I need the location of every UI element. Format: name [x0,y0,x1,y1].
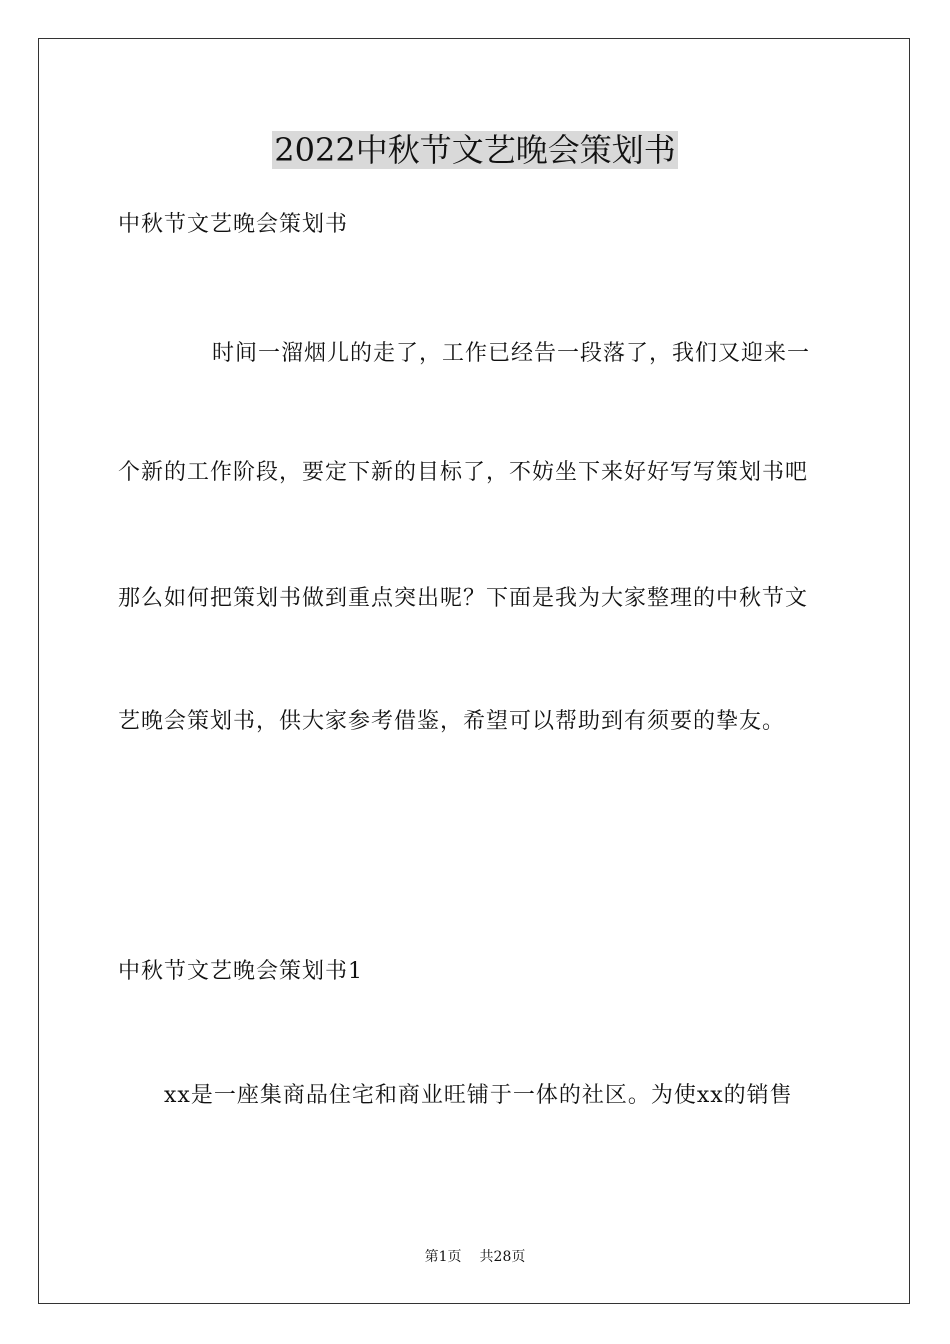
document-title-text: 2022中秋节文艺晚会策划书 [274,131,676,169]
document-subtitle: 中秋节文艺晚会策划书 [118,212,349,237]
intro-line-1: 时间一溜烟儿的走了，工作已经告一段落了，我们又迎来一 [212,341,811,366]
section-heading: 中秋节文艺晚会策划书1 [118,959,363,984]
intro-line-4: 艺晚会策划书，供大家参考借鉴，希望可以帮助到有须要的挚友。 [118,709,786,734]
section-line-1: xx是一座集商品住宅和商业旺铺于一体的社区。为使xx的销售 [164,1083,793,1108]
intro-line-2: 个新的工作阶段，要定下新的目标了，不妨坐下来好好写写策划书吧 [118,460,809,485]
page-number: 第1页 [424,1249,462,1265]
document-title [0,128,950,172]
page-total: 共28页 [479,1249,526,1265]
page-footer [0,1247,950,1267]
intro-line-3: 那么如何把策划书做到重点突出呢？下面是我为大家整理的中秋节文 [118,586,809,611]
